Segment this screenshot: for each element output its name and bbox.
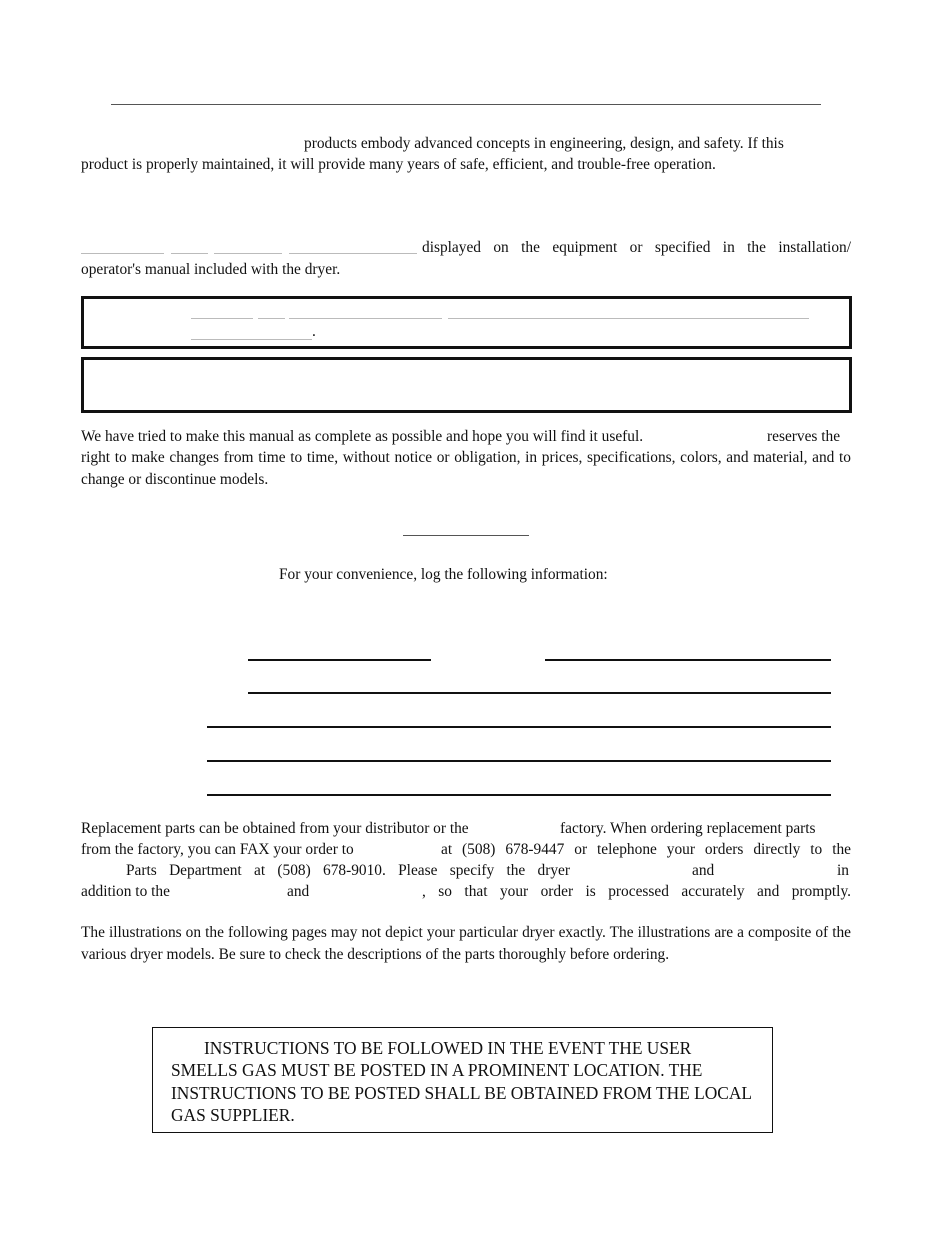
blank-underline bbox=[191, 318, 253, 319]
parts-line-3b: and bbox=[692, 862, 715, 879]
blank-underline bbox=[171, 253, 208, 254]
parts-line-1b: factory. When ordering replacement parts bbox=[560, 820, 816, 837]
header-rule bbox=[111, 104, 821, 105]
parts-line-4c: , so that your order is processed accurately and promptly. bbox=[422, 883, 851, 900]
log-field-line bbox=[207, 794, 831, 796]
parts-line-3c: in bbox=[837, 862, 849, 879]
blank-underline bbox=[214, 253, 282, 254]
manual-line-1a: We have tried to make this manual as complete as possible and hope you will find it useful. bbox=[81, 428, 644, 445]
log-field-line bbox=[248, 659, 431, 661]
warnings-line-2: operator's manual included with the dryer. bbox=[81, 261, 341, 278]
parts-line-2b: at (508) 678-9447 or telephone your orders directly to the bbox=[441, 841, 851, 858]
intro-line-1: products embody advanced concepts in engineering, design, and safety. If this bbox=[304, 135, 784, 152]
illustrations-paragraph: The illustrations on the following pages may not depict your particular dryer exactly. The illustrations are a composite of the various dryer models. Be sure to check the descriptions of the parts thoroughly before ordering. bbox=[81, 924, 851, 963]
gas-warning-text: INSTRUCTIONS TO BE FOLLOWED IN THE EVENT THE USER SMELLS GAS MUST BE POSTED IN A PROMINENT LOCATION. THE INSTRUCTIONS TO BE POSTED SHALL BE OBTAINED FROM THE LOCAL GAS SUPPLIER. bbox=[171, 1038, 752, 1126]
box-1-period: . bbox=[312, 323, 316, 340]
blank-underline bbox=[258, 318, 285, 319]
log-field-line bbox=[545, 659, 831, 661]
section-rule bbox=[403, 535, 529, 536]
parts-line-2a: from the factory, you can FAX your order to bbox=[81, 841, 354, 858]
blank-underline bbox=[289, 318, 442, 319]
blank-underline bbox=[81, 253, 164, 254]
manual-line-1b: reserves the bbox=[767, 428, 841, 445]
parts-line-3a: Parts Department at (508) 678-9010. Please specify the dryer bbox=[126, 862, 570, 879]
log-field-line bbox=[207, 726, 831, 728]
log-prompt: For your convenience, log the following information: bbox=[279, 566, 608, 583]
intro-line-2: product is properly maintained, it will provide many years of safe, efficient, and trouble-free operation. bbox=[81, 156, 716, 173]
manual-paragraph: right to make changes from time to time, without notice or obligation, in prices, specifications, colors, and material, and to change or discontinue models. bbox=[81, 449, 851, 488]
blank-underline bbox=[448, 318, 809, 319]
warnings-line-1: displayed on the equipment or specified in the installation/ bbox=[422, 239, 851, 256]
log-field-line bbox=[248, 692, 831, 694]
blank-underline bbox=[191, 339, 312, 340]
notice-box-1 bbox=[81, 296, 852, 349]
notice-box-2 bbox=[81, 357, 852, 413]
log-field-line bbox=[207, 760, 831, 762]
parts-line-4b: and bbox=[287, 883, 310, 900]
blank-underline bbox=[289, 253, 417, 254]
gas-warning-box bbox=[152, 1027, 773, 1133]
parts-line-1a: Replacement parts can be obtained from your distributor or the bbox=[81, 820, 469, 837]
parts-line-4a: addition to the bbox=[81, 883, 170, 900]
